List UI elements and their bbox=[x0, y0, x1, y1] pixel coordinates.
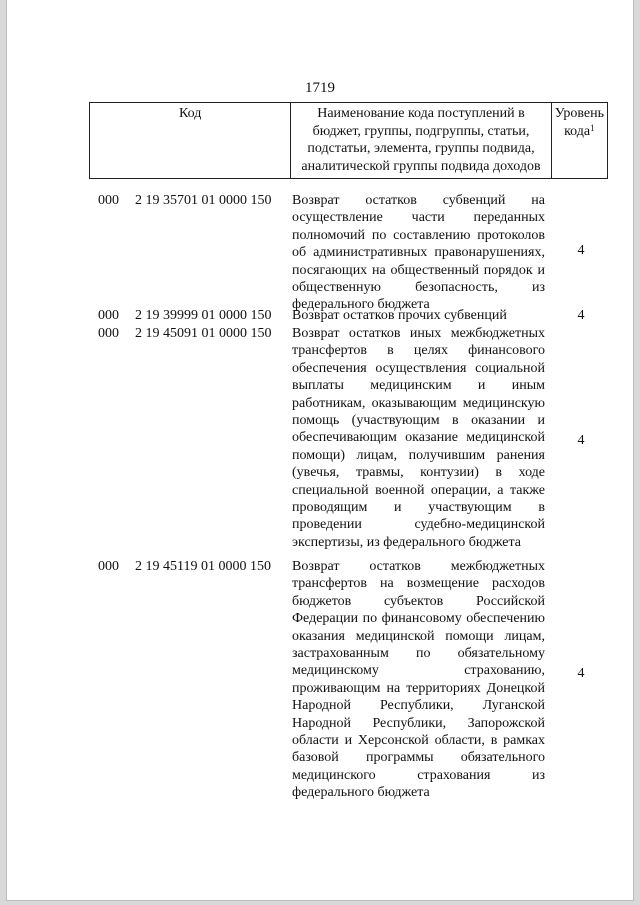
code-level: 4 bbox=[577, 243, 585, 258]
code-description: Возврат остатков прочих субвенций bbox=[292, 308, 507, 323]
admin-code: 000 bbox=[98, 193, 119, 208]
admin-code: 000 bbox=[98, 308, 119, 323]
level-column-header bbox=[551, 103, 607, 179]
classification-code: 2 19 39999 01 0000 150 bbox=[135, 308, 272, 323]
classification-code: 2 19 35701 01 0000 150 bbox=[135, 193, 272, 208]
code-level: 4 bbox=[577, 433, 585, 448]
admin-code: 000 bbox=[98, 559, 119, 574]
level-header-text: Уровень кода bbox=[554, 106, 604, 139]
name-column-header: Наименование кода поступлений в бюджет, группы, подгруппы, статьи, подстатьи, элемента, группы подвида, аналитической группы подвида доходов bbox=[291, 103, 551, 179]
code-column-header: Код bbox=[90, 103, 291, 179]
admin-code: 000 bbox=[98, 326, 119, 341]
code-level: 4 bbox=[577, 308, 585, 323]
column-header-table bbox=[89, 102, 608, 179]
code-level: 4 bbox=[577, 666, 585, 681]
page-number: 1719 bbox=[305, 80, 335, 96]
code-description: Возврат остатков иных межбюджетных трансфертов в целях финансового обеспечения осуществления социальной выплаты медицинским и иным работникам, оказывающим медицинскую помощь (участвующим в оказании и обеспечивающим оказание медицинской помощи) лицам, получившим ранения (увечья, травмы, контузии) в ходе специальной военной операции, а также проводящим и участвующим в проведении судебно-медицинской экспертизы, из федерального бюджета bbox=[292, 326, 545, 550]
code-description: Возврат остатков субвенций на осуществление части переданных полномочий по составлению протоколов об административных правонарушениях, посягающих на общественный порядок и общественную безопасность, из федерального бюджета bbox=[292, 193, 545, 313]
document-page bbox=[6, 0, 634, 901]
code-description: Возврат остатков межбюджетных трансфертов на возмещение расходов бюджетов субъектов Российской Федерации по финансовому обеспечению оказания медицинской помощи лицам, застрахованным по обязательному медицинскому страхованию, проживающим на территориях Донецкой Народной Республики, Луганской Народной Республики, Запорожской области и Херсонской области, в рамках базовой программы обязательного медицинского страхования из федерального бюджета bbox=[292, 559, 545, 801]
level-footnote-marker: 1 bbox=[590, 122, 595, 133]
classification-code: 2 19 45091 01 0000 150 bbox=[135, 326, 272, 341]
classification-code: 2 19 45119 01 0000 150 bbox=[135, 559, 271, 574]
